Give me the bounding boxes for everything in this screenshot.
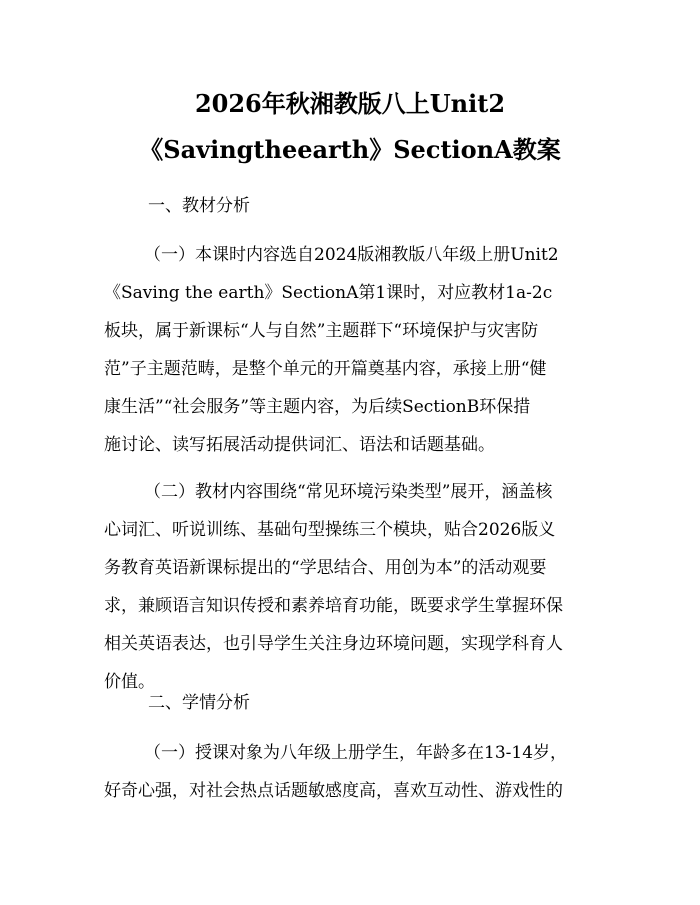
document-title-line-2: 《Savingtheearth》SectionA教案 [139,135,561,164]
paragraph-2-line: 求，兼顾语言知识传授和素养培育功能，既要求学生掌握环保 [104,596,563,616]
paragraph-3-line: （一）授课对象为八年级上册学生，年龄多在13-14岁， [144,743,568,763]
document-title-line-1: 2026年秋湘教版八上Unit2 [194,89,506,118]
paragraph-2-line: 心词汇、听说训练、基础句型操练三个模块，贴合2026版义 [104,520,556,540]
paragraph-1-line: 范”子主题范畴，是整个单元的开篇奠基内容，承接上册“健 [104,359,547,379]
paragraph-2-line: 务教育英语新课标提出的“学思结合、用创为本”的活动观要 [104,558,547,578]
section-heading-textbook-analysis: 一、教材分析 [148,196,250,216]
paragraph-2-line: 相关英语表达，也引导学生关注身边环境问题，实现学科育人 [104,634,563,654]
section-heading-learner-analysis: 二、学情分析 [148,693,250,713]
paragraph-1-line: 《Saving the earth》SectionA第1课时，对应教材1a-2c [104,283,553,303]
paragraph-1-line: 板块，属于新课标“人与自然”主题群下“环境保护与灾害防 [104,321,539,341]
paragraph-2-line: （二）教材内容围绕“常见环境污染类型”展开，涵盖核 [144,482,553,502]
paragraph-1-line: 康生活”“社会服务”等主题内容，为后续SectionB环保措 [104,397,531,417]
paragraph-1-line: 施讨论、读写拓展活动提供词汇、语法和话题基础。 [104,435,495,455]
paragraph-3-line: 好奇心强，对社会热点话题敏感度高，喜欢互动性、游戏性的 [104,781,563,801]
paragraph-2-line: 价值。 [104,672,155,692]
paragraph-1-line: （一）本课时内容选自2024版湘教版八年级上册Unit2 [144,245,559,265]
